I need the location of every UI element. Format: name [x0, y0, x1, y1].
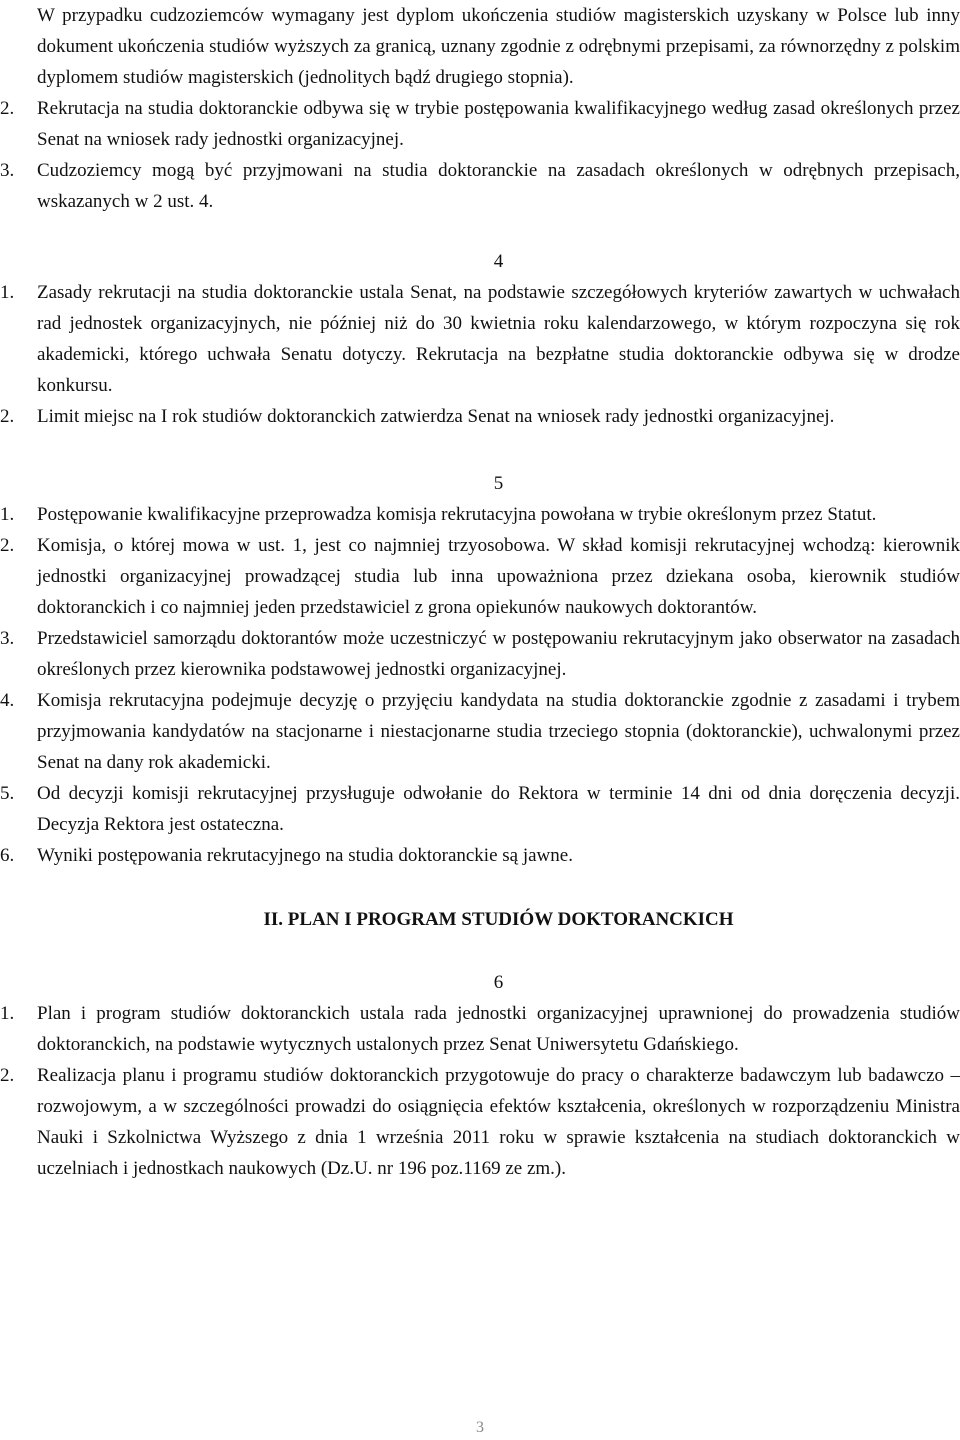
item-text: Przedstawiciel samorządu doktorantów może uczestniczyć w postępowaniu rekrutacyjnym jako obserwator na zasadach określonych przez kierownika podstawowej jednostki organizacyjnej.: [37, 628, 960, 680]
section-4-items: [0, 277, 960, 432]
list-item: [0, 277, 960, 401]
item-number: 5.: [0, 783, 15, 804]
list-item: [0, 499, 960, 530]
item-number: 1.: [0, 1003, 15, 1024]
item-number: 2.: [0, 1065, 15, 1086]
list-item: [0, 840, 960, 871]
list-item: [0, 1060, 960, 1184]
item-text: Od decyzji komisji rekrutacyjnej przysługuje odwołanie do Rektora w terminie 14 dni od dnia doręczenia decyzji. Decyzja Rektora jest ostateczna.: [37, 783, 960, 835]
list-item: [0, 623, 960, 685]
item-text: Rekrutacja na studia doktoranckie odbywa się w trybie postępowania kwalifikacyjnego według zasad określonych przez Senat na wniosek rady jednostki organizacyjnej.: [37, 98, 960, 150]
chapter-title: II. PLAN I PROGRAM STUDIÓW DOKTORANCKICH: [263, 909, 734, 930]
item-text: Komisja rekrutacyjna podejmuje decyzję o przyjęciu kandydata na studia doktoranckie zgodnie z zasadami i trybem przyjmowania kandydatów na stacjonarne i niestacjonarne studia trzeciego stopnia (doktoranckie), uchwalonymi przez Senat na dany rok akademicki.: [37, 690, 960, 773]
item-text: Limit miejsc na I rok studiów doktoranckich zatwierdza Senat na wniosek rady jednostki organizacyjnej.: [37, 406, 835, 427]
list-item: [0, 778, 960, 840]
item-text: Wyniki postępowania rekrutacyjnego na studia doktoranckie są jawne.: [37, 845, 573, 866]
section-heading-4: 4: [493, 251, 504, 272]
item-number: 3.: [0, 628, 15, 649]
section-5-items: [0, 499, 960, 871]
item-number: 2.: [0, 98, 15, 119]
list-item: [0, 401, 960, 432]
item-number: 2.: [0, 406, 15, 427]
section-heading-6: 6: [493, 972, 504, 993]
item-text: Realizacja planu i programu studiów doktoranckich przygotowuje do pracy o charakterze badawczym lub badawczo – rozwojowym, a w szczególności prowadzi do osiągnięcia efektów kształcenia, określonych w rozporządzeniu Ministra Nauki i Szkolnictwa Wyższego z dnia 1 września 2011 roku w sprawie kształcenia na studiach doktoranckich w uczelniach i jednostkach naukowych (Dz.U. nr 196 poz.1169 ze zm.).: [37, 1065, 960, 1179]
list-item: [0, 998, 960, 1060]
section-heading-5: 5: [493, 473, 504, 494]
list-item: [0, 530, 960, 623]
section-6-items: [0, 998, 960, 1184]
intro-paragraph: W przypadku cudzoziemców wymagany jest dyplom ukończenia studiów magisterskich uzyskany w Polsce lub inny dokument ukończenia studiów wyższych za granicą, uznany zgodnie z odrębnymi przepisami, za równorzędny z polskim dyplomem studiów magisterskich (jednolitych bądź drugiego stopnia).: [37, 5, 960, 88]
item-number: 6.: [0, 845, 15, 866]
item-number: 1.: [0, 282, 15, 303]
pre-items: [0, 93, 960, 217]
list-item: [0, 155, 960, 217]
list-item: [0, 93, 960, 155]
item-number: 1.: [0, 504, 15, 525]
item-number: 4.: [0, 690, 15, 711]
item-text: Postępowanie kwalifikacyjne przeprowadza komisja rekrutacyjna powołana w trybie określonym przez Statut.: [37, 504, 877, 525]
item-text: Cudzoziemcy mogą być przyjmowani na studia doktoranckie na zasadach określonych w odrębnych przepisach, wskazanych w 2 ust. 4.: [37, 160, 960, 212]
item-number: 3.: [0, 160, 15, 181]
list-item: [0, 685, 960, 778]
item-text: Komisja, o której mowa w ust. 1, jest co najmniej trzyosobowa. W skład komisji rekrutacyjnej wchodzą: kierownik jednostki organizacyjnej prowadzącej studia lub inna upoważniona przez dziekana osoba, kierownik studiów doktoranckich i co najmniej jeden przedstawiciel z grona opiekunów naukowych doktorantów.: [37, 535, 960, 618]
item-text: Zasady rekrutacji na studia doktoranckie ustala Senat, na podstawie szczegółowych kryteriów zawartych w uchwałach rad jednostek organizacyjnych, nie później niż do 30 kwietnia roku kalendarzowego, w którym rozpoczyna się rok akademicki, którego uchwała Senatu dotyczy. Rekrutacja na bezpłatne studia doktoranckie odbywa się w drodze konkursu.: [37, 282, 960, 396]
page-number: 3: [476, 1419, 484, 1436]
item-number: 2.: [0, 535, 15, 556]
item-text: Plan i program studiów doktoranckich ustala rada jednostki organizacyjnej uprawnionej do prowadzenia studiów doktoranckich, na podstawie wytycznych ustalonych przez Senat Uniwersytetu Gdańskiego.: [37, 1003, 960, 1055]
